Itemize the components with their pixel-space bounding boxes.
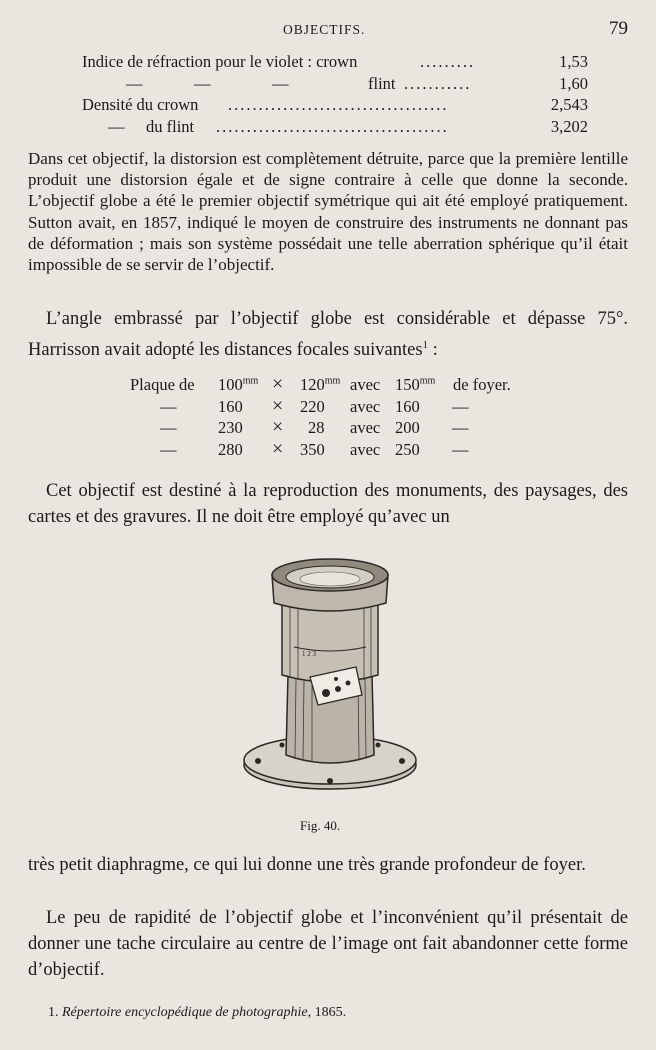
constant-label: Densité du crown: [82, 95, 199, 114]
focal-row: Plaque de $100^{mm}$ × $120^{mm}$ avec $150^{mm}$ de foyer.: [130, 373, 511, 395]
paragraph: Cet objectif est destiné à la reproduction des monuments, des paysages, des cartes et des gravures. Il ne doit être employé qu’avec un: [28, 481, 628, 527]
focal-distance-table: [130, 375, 550, 461]
footnote-number: 1.: [48, 1005, 59, 1020]
ditto-dash: —: [108, 116, 125, 136]
page-header: [0, 18, 656, 42]
footnote: [48, 1005, 346, 1021]
paragraph: Dans cet objectif, la distorsion est complètement détruite, parce que la première lentille produit une distorsion égale et de signe contraire à celle que donne la seconde. L’objectif globe a été le premier objectif symétrique qui ait été employé pratiquement. Sutton avait, en 1857, indiqué le moyen de construire des instruments ne donnant pas de déformation ; mais son système possédait une telle aberration sphérique qu’il était impossible de se servir de l’objectif.: [28, 149, 628, 275]
constant-value: 1,53: [559, 52, 588, 71]
focal-row: — 160 × 220 avec 160 —: [160, 394, 469, 417]
constant-label: du flint: [146, 116, 195, 136]
footnote-ref: 1: [422, 339, 429, 351]
constant-label: flint: [368, 73, 396, 93]
constant-row: — du flint ...................................... 3,202: [108, 116, 588, 136]
globe-lens-illustration: [238, 555, 423, 805]
constant-value: 3,202: [550, 116, 588, 136]
ditto-dash: —: [194, 73, 211, 93]
footnote-rest: , 1865.: [307, 1005, 347, 1020]
running-head: OBJECTIFS.: [283, 22, 366, 37]
constant-row: — — — flint ........... 1,60: [126, 73, 588, 93]
focal-row: — 230 × 28 avec 200 —: [160, 416, 469, 438]
ditto-dash: —: [126, 73, 143, 93]
paragraph: Le peu de rapidité de l’objectif globe et l’inconvénient qu’il présentait de donner une tache circulaire au centre de l’image ont fait abandonner cette forme d’objectif.: [28, 908, 628, 980]
page-number: 79: [609, 18, 628, 39]
svg-text:1 2 3: 1 2 3: [302, 650, 316, 658]
constant-value: 1,60: [559, 73, 588, 93]
footnote-title: Répertoire encyclopédique de photographie: [62, 1005, 308, 1020]
constant-row: Indice de réfraction pour le violet : crown ......... 1,53: [82, 52, 588, 71]
constant-label: Indice de réfraction pour le violet : crown: [82, 52, 358, 71]
paragraph: très petit diaphragme, ce qui lui donne une très grande profondeur de foyer.: [28, 855, 586, 875]
optical-constants: [82, 52, 588, 138]
paragraph: L’angle embrassé par l’objectif globe est considérable et dépasse 75°. Harrisson avait adopté les distances focales suivantes$^1$ :: [28, 309, 628, 361]
constant-row: Densité du crown .................................... 2,543: [82, 95, 588, 114]
figure-caption: Fig. 40.: [300, 818, 341, 833]
ditto-dash: —: [272, 73, 289, 93]
focal-row: — 280 × 350 avec 250 —: [160, 437, 469, 460]
constant-value: 2,543: [550, 95, 588, 114]
